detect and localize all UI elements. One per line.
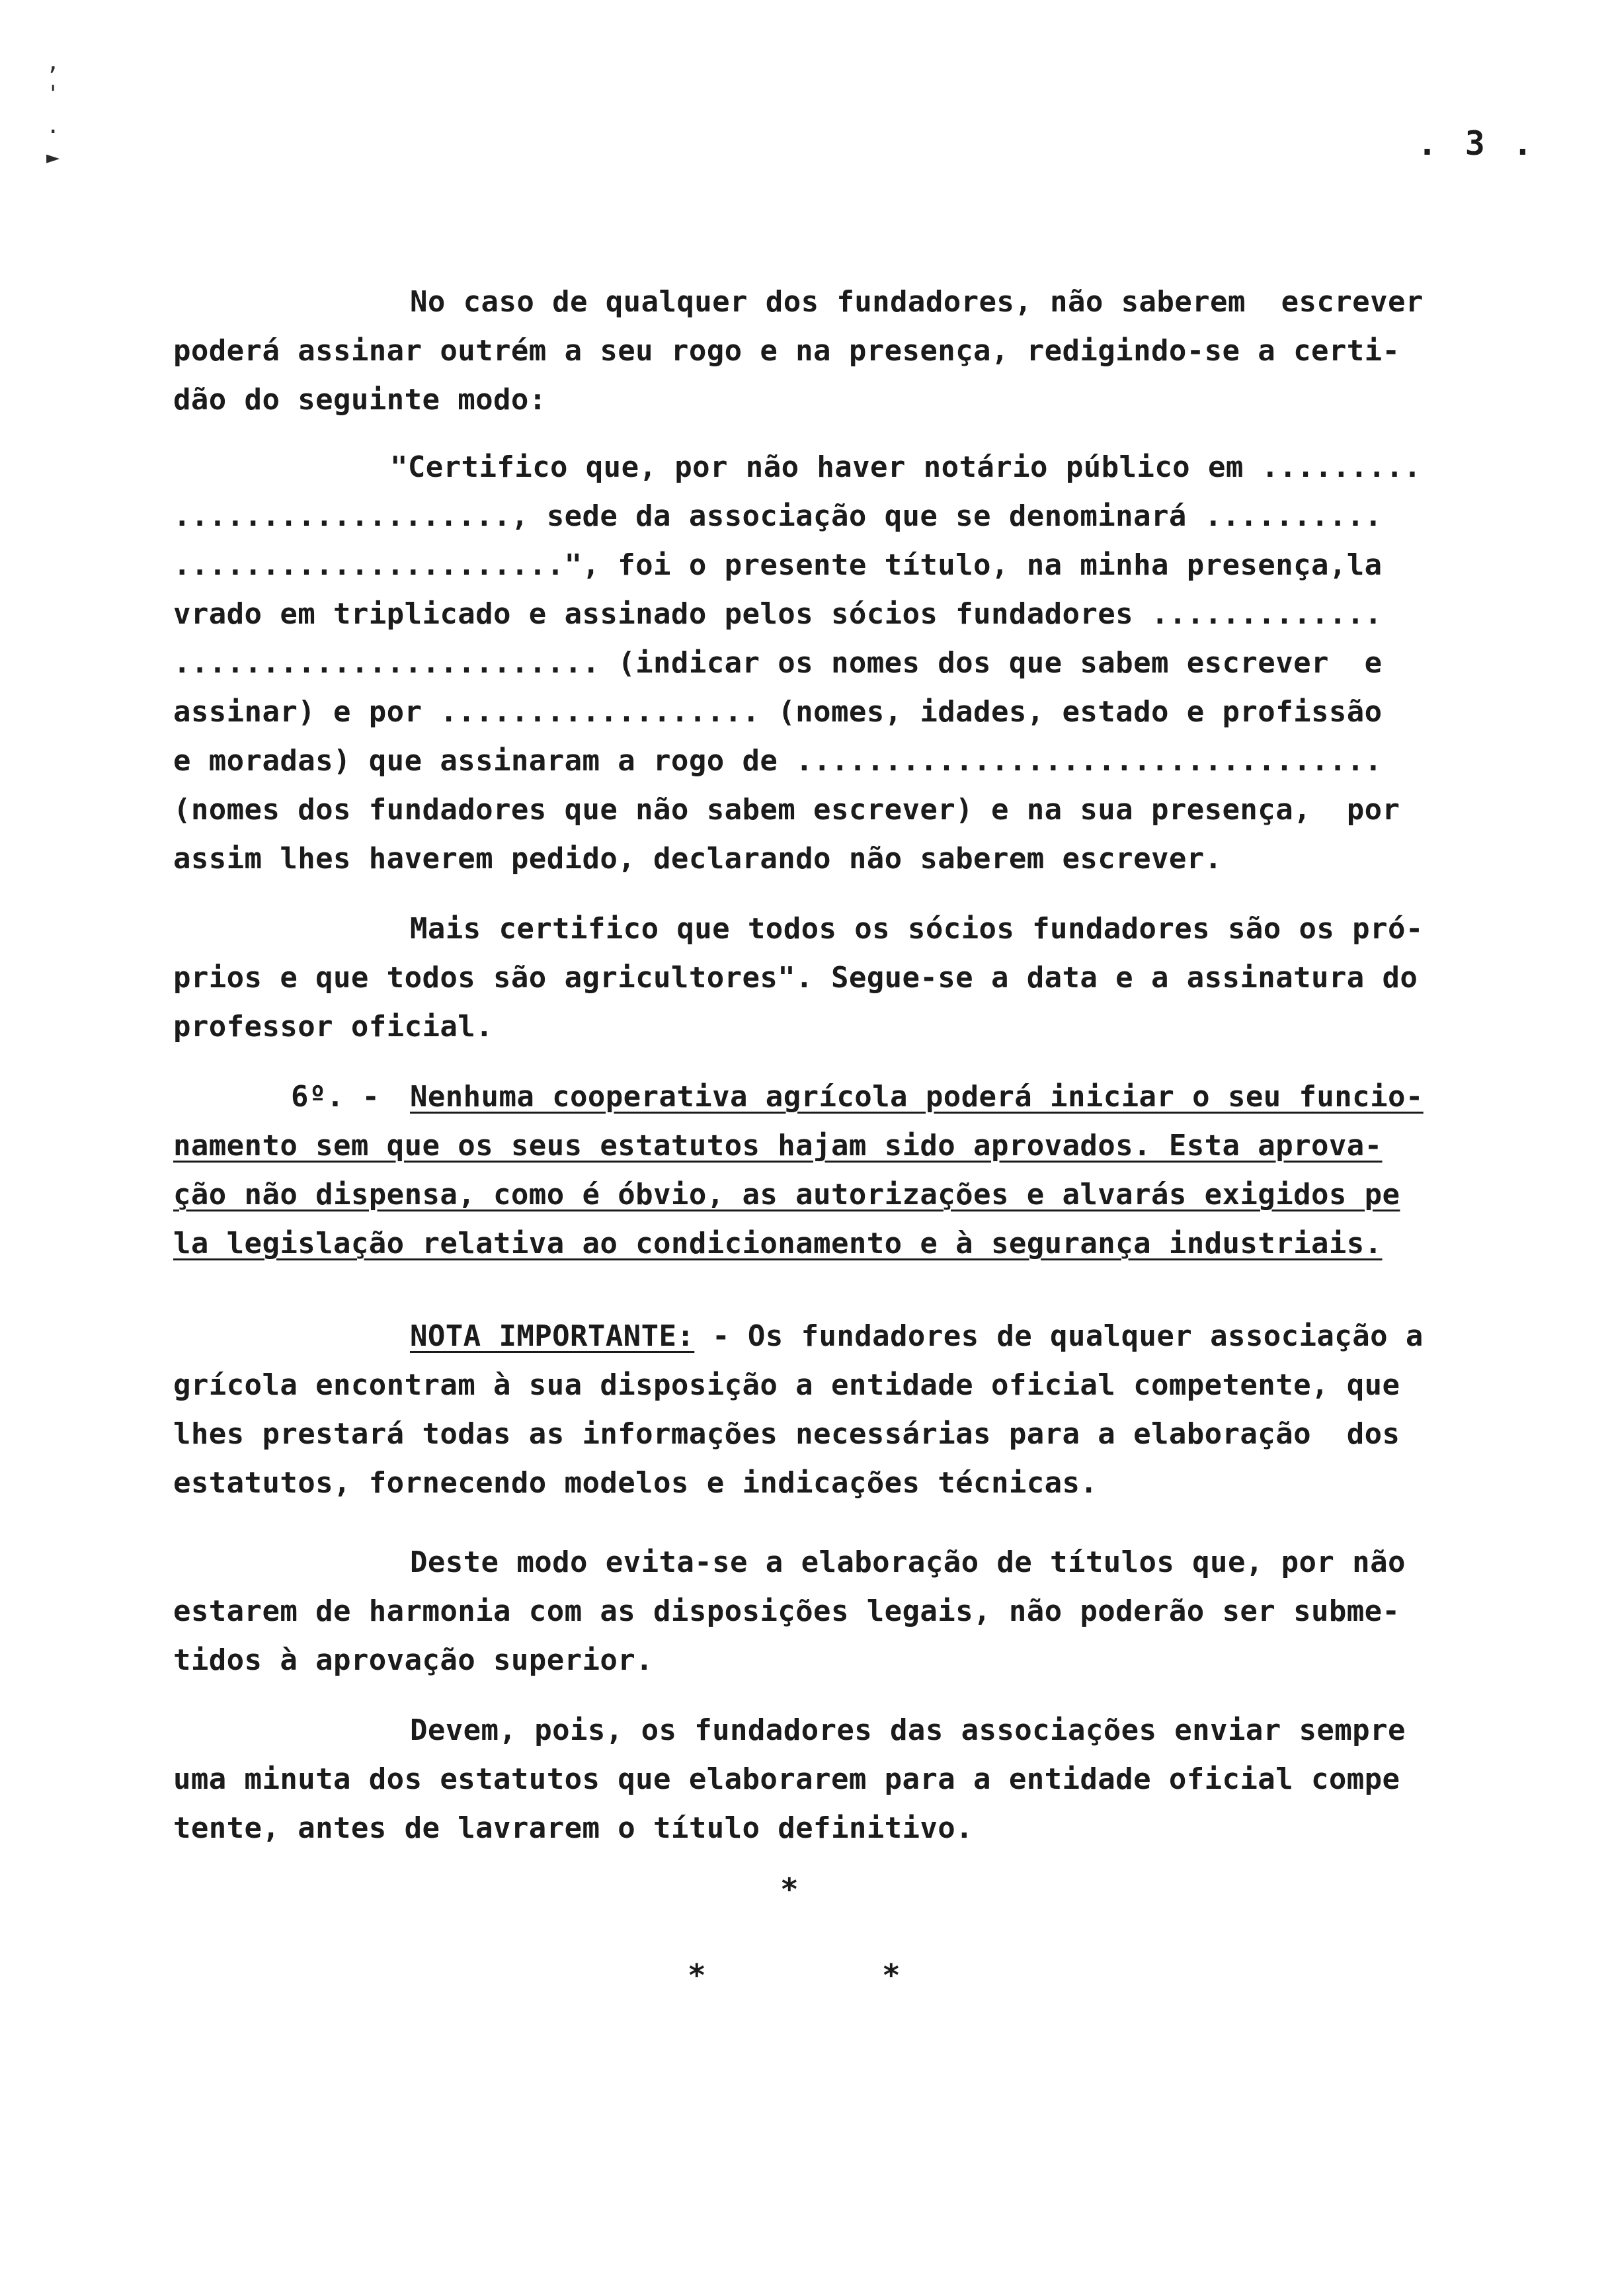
ornament-star-right: * [882,1957,901,1993]
paragraph-devem-line-1: Devem, pois, os fundadores das associações enviar sempre [410,1713,1406,1747]
certificate-line-8: (nomes dos fundadores que não sabem escrever) e na sua presença, por [173,793,1400,827]
certificate-line-4: vrado em triplicado e assinado pelos sócios fundadores ............. [173,597,1383,631]
margin-marks: , ' . ► [46,49,60,171]
paragraph-1-line-3: dão do seguinte modo: [173,383,547,417]
paragraph-1-line-1: No caso de qualquer dos fundadores, não saberem escrever [410,285,1424,319]
paragraph-deste-line-1: Deste modo evita-se a elaboração de títulos que, por não [410,1545,1406,1579]
paragraph-3-line-3: professor oficial. [173,1010,494,1044]
article-6-line-3: ção não dispensa, como é óbvio, as autorizações e alvarás exigidos pe [173,1178,1400,1211]
article-6-line-1: Nenhuma cooperativa agrícola poderá iniciar o seu funcio- [410,1080,1424,1114]
article-6-line-4: la legislação relativa ao condicionamento e à segurança industriais. [173,1227,1383,1260]
paragraph-1-line-2: poderá assinar outrém a seu rogo e na presença, redigindo-se a certi- [173,334,1400,368]
nota-first-line [410,1312,1567,1361]
paragraph-3-line-1: Mais certifico que todos os sócios fundadores são os pró- [410,912,1424,946]
certificate-line-5: ........................ (indicar os nomes dos que sabem escrever e [173,646,1383,680]
paragraph-deste-line-2: estarem de harmonia com as disposições legais, não poderão ser subme- [173,1594,1400,1628]
certificate-line-7: e moradas) que assinaram a rogo de ................................. [173,744,1383,778]
nota-line-2: grícola encontram à sua disposição a entidade oficial competente, que [173,1368,1400,1402]
certificate-line-2: ..................., sede da associação que se denominará .......... [173,499,1383,533]
certificate-line-6: assinar) e por .................. (nomes, idades, estado e profissão [173,695,1383,729]
nota-first-line-text: - Os fundadores de qualquer associação a [694,1319,1424,1353]
certificate-line-3: ......................", foi o presente título, na minha presença,la [173,548,1383,582]
article-6-line-2: namento sem que os seus estatutos hajam sido aprovados. Esta aprova- [173,1129,1383,1163]
nota-line-4: estatutos, fornecendo modelos e indicações técnicas. [173,1466,1098,1500]
article-6-number: 6º. - [291,1080,380,1114]
certificate-line-1: "Certifico que, por não haver notário público em ......... [390,450,1422,484]
paragraph-devem-line-3: tente, antes de lavrarem o título definitivo. [173,1811,974,1845]
paragraph-3-line-2: prios e que todos são agricultores". Segue-se a data e a assinatura do [173,961,1418,995]
page-number: . 3 . [1417,124,1537,163]
nota-line-3: lhes prestará todas as informações necessárias para a elaboração dos [173,1417,1400,1451]
ornament-star-left: * [688,1957,706,1993]
certificate-line-9: assim lhes haverem pedido, declarando não saberem escrever. [173,842,1223,876]
paragraph-deste-line-3: tidos à aprovação superior. [173,1643,654,1677]
paragraph-devem-line-2: uma minuta dos estatutos que elaborarem para a entidade oficial compe [173,1762,1400,1796]
nota-label: NOTA IMPORTANTE: [410,1319,695,1353]
ornament-star-top: * [780,1871,799,1907]
